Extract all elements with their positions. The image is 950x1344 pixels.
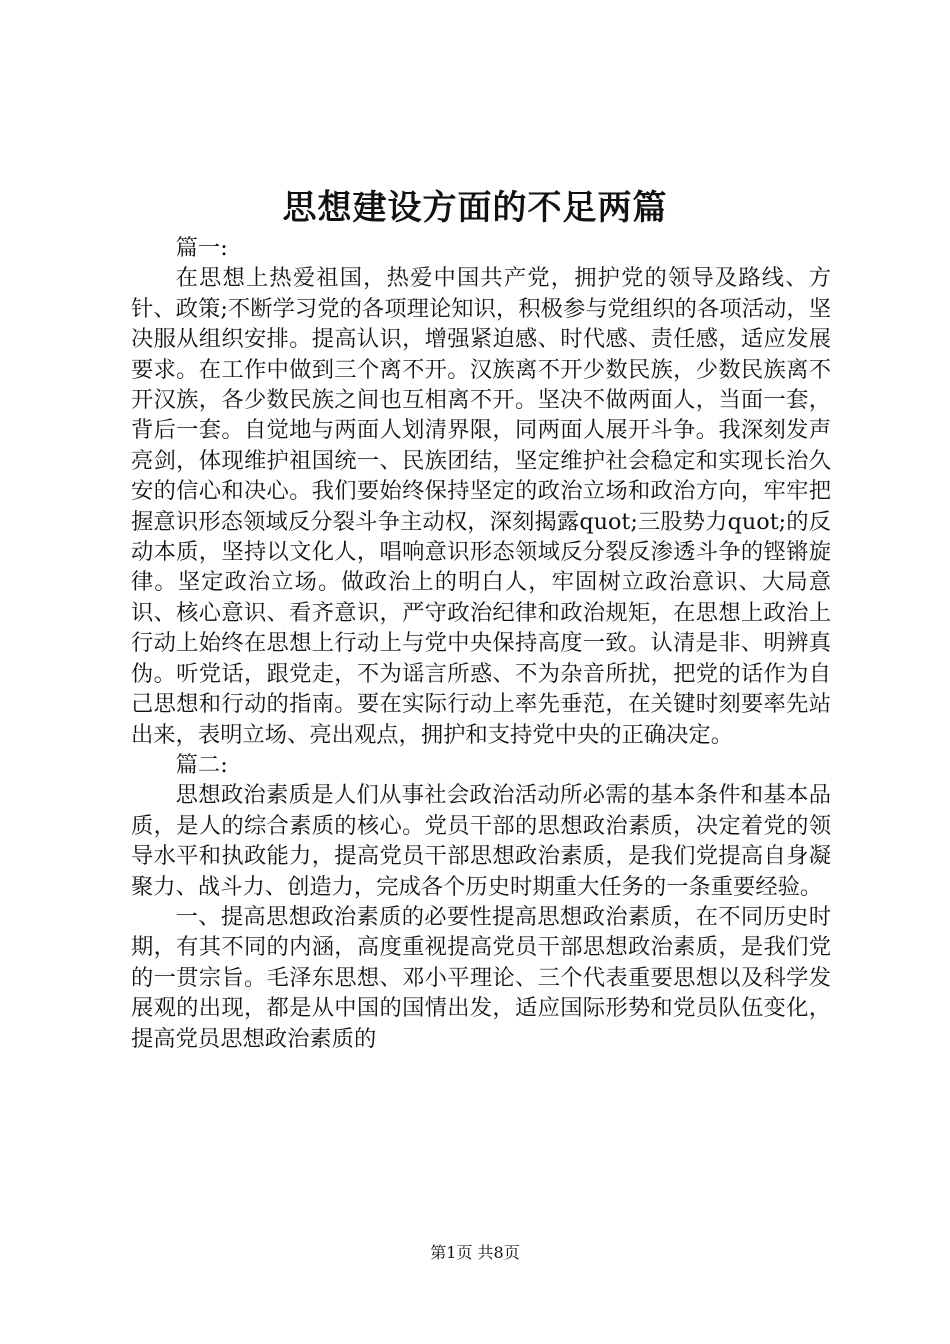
document-body [131, 233, 831, 1054]
section-heading-2: 篇二: [175, 751, 228, 778]
paragraph: 在思想上热爱祖国，热爱中国共产党，拥护党的领导及路线、方针、政策;不断学习党的各项理论知识，积极参与党组织的各项活动，坚决服从组织安排。提高认识，增强紧迫感、时代感、责任感，适应发展要求。在工作中做到三个离不开。汉族离不开少数民族，少数民族离不开汉族，各少数民族之间也互相离不开。坚决不做两面人，当面一套，背后一套。自觉地与两面人划清界限，同两面人展开斗争。我深刻发声亮剑，体现维护祖国统一、民族团结，坚定维护社会稳定和实现长治久安的信心和决心。我们要始终保持坚定的政治立场和政治方向，牢牢把握意识形态领域反分裂斗争主动权，深刻揭露quot;三股势力quot;的反动本质，坚持以文化人，唱响意识形态领域反分裂反渗透斗争的铿锵旋律。坚定政治立场。做政治上的明白人，牢固树立政治意识、大局意识、核心意识、看齐意识，严守政治纪律和政治规矩，在思想上政治上行动上始终在思想上行动上与党中央保持高度一致。认清是非、明辨真伪。听党话，跟党走，不为谣言所惑、不为杂音所扰，把党的话作为自己思想和行动的指南。要在实际行动上率先垂范，在关键时刻要率先站出来，表明立场、亮出观点，拥护和支持党中央的正确决定。 [131, 265, 831, 748]
paragraph: 思想政治素质是人们从事社会政治活动所必需的基本条件和基本品质，是人的综合素质的核心。党员干部的思想政治素质，决定着党的领导水平和执政能力，提高党员干部思想政治素质，是我们党提高自身凝聚力、战斗力、创造力，完成各个历史时期重大任务的一条重要经验。 [131, 782, 831, 900]
section-heading-1: 篇一: [175, 235, 228, 261]
document-title: 思想建设方面的不足两篇 [282, 188, 668, 228]
paragraph: 一、提高思想政治素质的必要性提高思想政治素质，在不同历史时期，有其不同的内涵，高度重视提高党员干部思想政治素质，是我们党的一贯宗旨。毛泽东思想、邓小平理论、三个代表重要思想以及科学发展观的出现，都是从中国的国情出发，适应国际形势和党员队伍变化，提高党员思想政治素质的 [131, 903, 831, 1052]
page-footer: 第1页 共8页 [430, 1243, 520, 1262]
